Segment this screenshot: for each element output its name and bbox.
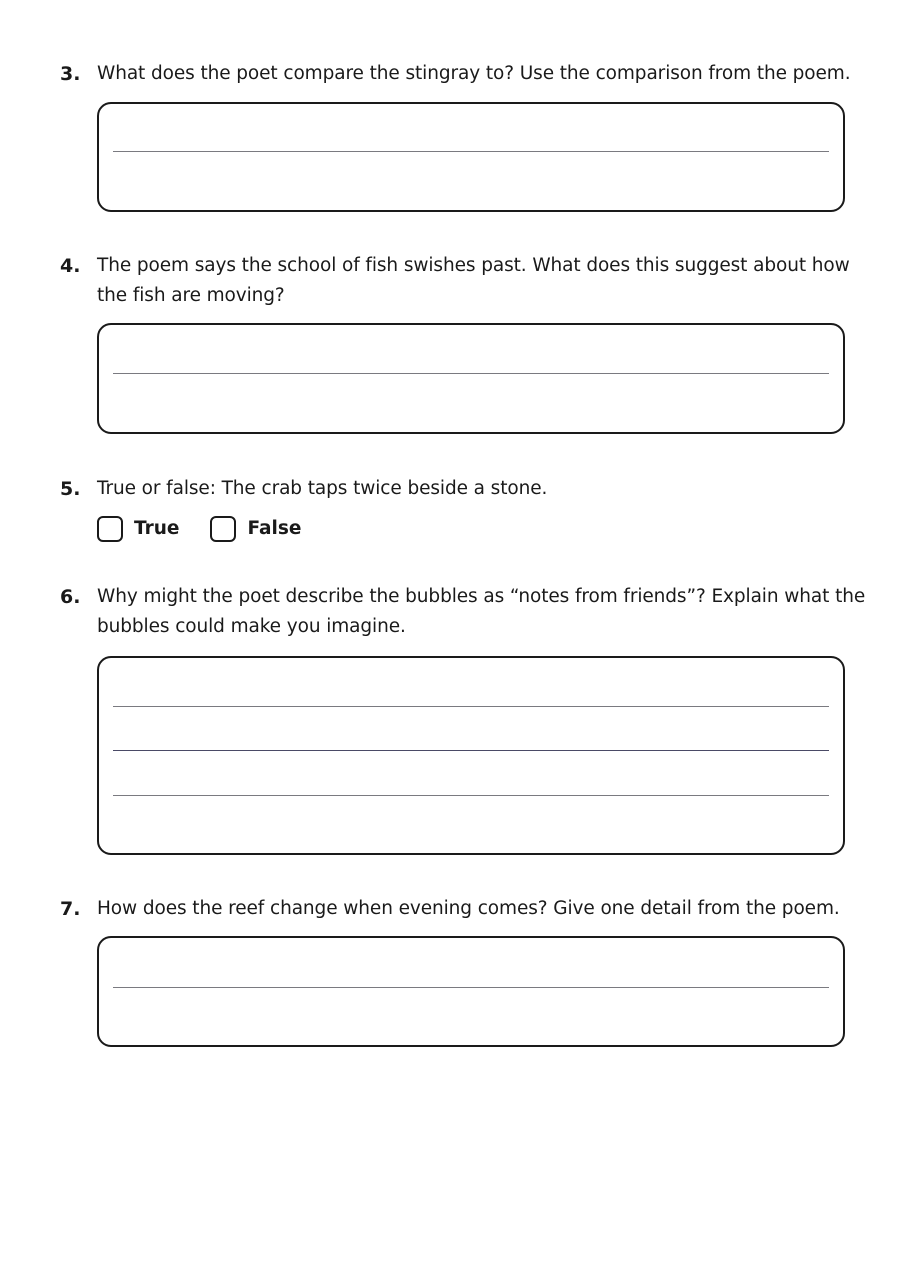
answer-line [113,987,829,988]
answer-line [113,750,829,751]
false-label: False [247,518,302,539]
question-6-text: Why might the poet describe the bubbles as “notes from friends”? Explain what the bubbles could make you imagine. [97,586,866,637]
answer-line [113,151,829,152]
question-7-number: 7. [60,898,81,920]
true-false-options [97,514,332,544]
answer-line [113,373,829,374]
false-option[interactable] [210,514,301,544]
answer-line [113,795,829,796]
question-4-text: The poem says the school of fish swishes past. What does this suggest about how the fish are moving? [97,255,850,306]
question-5-text: True or false: The crab taps twice beside a stone. [97,478,548,499]
question-6-answer-box[interactable] [97,656,845,855]
question-5-number: 5. [60,478,81,500]
question-3-number: 3. [60,63,81,85]
true-checkbox[interactable] [97,516,123,542]
question-3-answer-box[interactable] [97,102,845,212]
question-7-text: How does the reef change when evening comes? Give one detail from the poem. [97,898,840,919]
answer-line [113,706,829,707]
question-3-text: What does the poet compare the stingray to? Use the comparison from the poem. [97,63,851,84]
true-option[interactable] [97,514,179,544]
false-checkbox[interactable] [210,516,236,542]
question-4-number: 4. [60,255,81,277]
true-label: True [134,518,180,539]
question-6-number: 6. [60,586,81,608]
question-4-answer-box[interactable] [97,323,845,434]
question-7-answer-box[interactable] [97,936,845,1047]
